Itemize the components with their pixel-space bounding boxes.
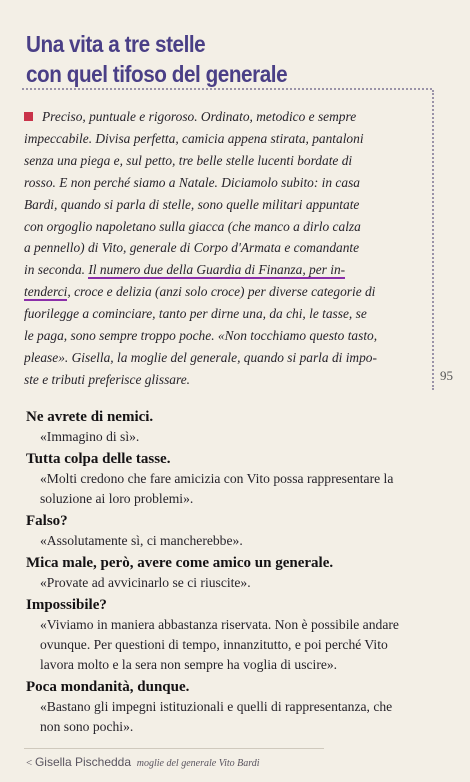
question: Falso? [26,513,68,529]
article-title [26,29,426,89]
intro-line: le paga, sono sempre troppo poche. «Non tocchiamo questo tasto, [24,328,378,344]
question: Impossibile? [26,597,107,613]
credit-role: moglie del generale Vito Bardi [136,758,260,769]
intro-line: con orgoglio napoletano sulla giacca (che manco a dirlo calza [24,218,361,234]
intro-line: a pennello) di Vito, generale di Corpo d'Armata e comandante [24,240,360,256]
answer: «Viviamo in maniera abbastanza riservata. Non è possibile andare ovunque. Per questioni di tempo, innanzitutto, e poi perché Vito lavora molto e la sera non sempre ha voglia di uscire». [40,617,399,672]
title-line-2: con quel tifoso del generale [26,61,288,88]
intro-paragraph [24,106,428,391]
intro-line: in seconda. Il numero due della Guardia di Finanza, per in- [24,262,346,278]
answer: «Bastano gli impegni istituzionali e quelli di rappresentanza, che non sono pochi». [40,699,393,734]
answer: «Assolutamente sì, ci mancherebbe». [40,533,243,548]
intro-line: impeccabile. Divisa perfetta, camicia appena stirata, pantaloni [24,130,364,146]
intro-line: Bardi, quando si parla di stelle, sono quelle militari appuntate [24,196,360,212]
photo-credit [26,755,260,769]
intro-line: ste e tributi preferisce glissare. [24,371,190,387]
intro-line: fuorilegge a cominciare, tanto per dirne una, da chi, le tasse, se [24,306,367,322]
intro-line: rosso. E non perché siamo a Natale. Diciamolo subito: in casa [24,174,360,190]
credit-name: Gisella Pischedda [34,755,132,769]
intro-line: please». Gisella, la moglie del generale, quando si parla di impo- [24,349,377,365]
credit-divider [24,748,324,749]
answer: «Molti credono che fare amicizia con Vito possa rappresentare la soluzione ai loro problemi». [40,471,394,506]
question: Poca mondanità, dunque. [26,679,190,695]
red-square-bullet-icon [24,112,33,121]
credit-arrow-icon: < [26,757,33,769]
intro-side-dotted-rule [432,90,434,390]
intro-line: Preciso, puntuale e rigoroso. Ordinato, metodico e sempre [24,106,428,128]
highlighted-phrase: Il numero due della Guardia di Finanza, per in- [88,262,346,278]
question: Mica male, però, avere come amico un generale. [26,555,334,571]
highlighted-phrase-end: tenderci [24,284,68,300]
title-line-1: Una vita a tre stelle [26,31,206,58]
answer: «Immagino di sì». [40,429,140,444]
question: Tutta colpa delle tasse. [26,451,171,467]
intro-line: tenderci, croce e delizia (anzi solo croce) per diverse categorie di [24,284,376,300]
intro-line: senza una piega e, sul petto, tre belle stelle lucenti bordate di [24,152,353,168]
intro-top-dotted-rule [22,88,432,90]
page-number: 95 [440,368,453,383]
question: Ne avrete di nemici. [26,409,154,425]
answer: «Provate ad avvicinarlo se ci riuscite». [40,575,251,590]
interview-qa [26,407,436,739]
